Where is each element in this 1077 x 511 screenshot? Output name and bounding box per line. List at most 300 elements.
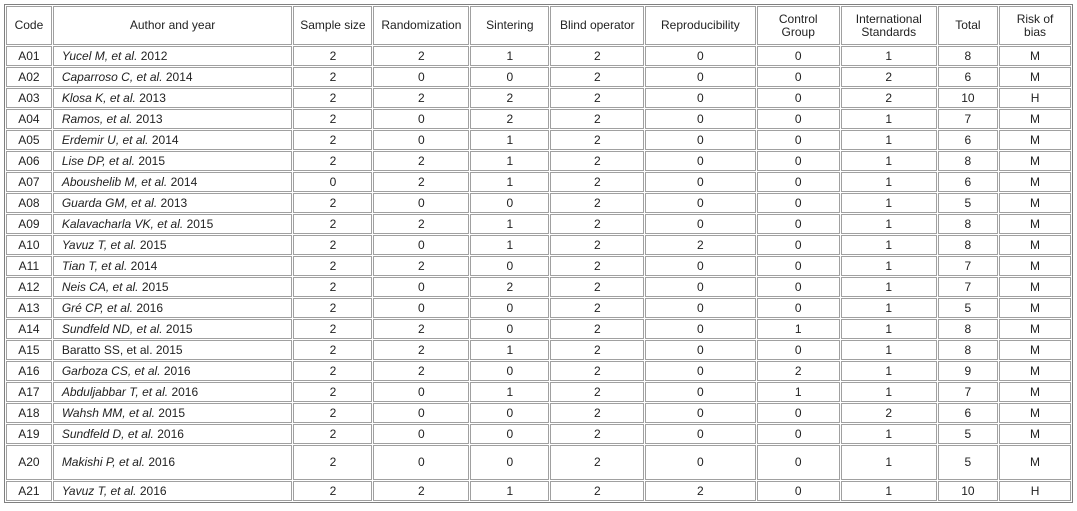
cell-score: 7: [938, 382, 998, 402]
cell-score: 5: [938, 424, 998, 444]
cell-score: 2: [373, 214, 469, 234]
cell-code: A08: [6, 193, 52, 213]
cell-code: A21: [6, 481, 52, 501]
publication-year: 2014: [130, 259, 158, 273]
cell-score: 7: [938, 277, 998, 297]
cell-score: 0: [645, 172, 755, 192]
cell-score: 0: [757, 403, 840, 423]
cell-score: 1: [841, 298, 937, 318]
cell-author-year: [53, 88, 293, 108]
table-row: [6, 424, 1071, 444]
cell-score: M: [999, 235, 1071, 255]
cell-author-year: [53, 340, 293, 360]
cell-score: M: [999, 382, 1071, 402]
cell-author-year: [53, 46, 293, 66]
cell-author-year: [53, 67, 293, 87]
cell-score: 2: [373, 481, 469, 501]
cell-score: 0: [757, 298, 840, 318]
column-header: Risk of bias: [999, 6, 1071, 45]
cell-score: 0: [757, 214, 840, 234]
author-name: Aboushelib M, et al.: [61, 175, 168, 189]
cell-score: 7: [938, 256, 998, 276]
column-header: International Standards: [841, 6, 937, 45]
cell-author-year: [53, 256, 293, 276]
publication-year: 2014: [165, 70, 193, 84]
table-row: [6, 46, 1071, 66]
cell-score: M: [999, 109, 1071, 129]
author-name: Klosa K, et al.: [61, 91, 136, 105]
cell-score: 2: [293, 214, 372, 234]
cell-score: M: [999, 172, 1071, 192]
cell-score: 1: [841, 481, 937, 501]
cell-score: 0: [645, 214, 755, 234]
cell-code: A03: [6, 88, 52, 108]
cell-score: 0: [373, 382, 469, 402]
publication-year: 2016: [139, 484, 167, 498]
author-name: Kalavacharla VK, et al.: [61, 217, 184, 231]
cell-score: 1: [841, 382, 937, 402]
cell-score: 0: [645, 151, 755, 171]
table-row: [6, 151, 1071, 171]
cell-score: 2: [293, 445, 372, 480]
cell-score: 1: [470, 340, 549, 360]
cell-score: 1: [470, 382, 549, 402]
cell-score: 2: [293, 298, 372, 318]
cell-code: A16: [6, 361, 52, 381]
cell-score: 2: [293, 130, 372, 150]
cell-score: 1: [841, 172, 937, 192]
cell-score: 0: [470, 256, 549, 276]
cell-score: M: [999, 298, 1071, 318]
table-row: [6, 481, 1071, 501]
author-name: Abduljabbar T, et al.: [61, 385, 169, 399]
cell-score: 8: [938, 235, 998, 255]
cell-score: 0: [470, 298, 549, 318]
cell-score: 2: [293, 67, 372, 87]
cell-score: 10: [938, 481, 998, 501]
cell-score: 8: [938, 319, 998, 339]
cell-score: 0: [645, 88, 755, 108]
cell-score: M: [999, 403, 1071, 423]
author-name: Caparroso C, et al.: [61, 70, 163, 84]
cell-score: 0: [645, 319, 755, 339]
cell-score: 1: [841, 235, 937, 255]
cell-code: A18: [6, 403, 52, 423]
author-name: Garboza CS, et al.: [61, 364, 161, 378]
cell-author-year: [53, 481, 293, 501]
cell-score: 2: [550, 172, 644, 192]
cell-author-year: [53, 109, 293, 129]
cell-score: 2: [373, 340, 469, 360]
cell-score: 0: [645, 424, 755, 444]
table-row: [6, 319, 1071, 339]
table-row: [6, 445, 1071, 480]
cell-score: 0: [757, 88, 840, 108]
cell-score: M: [999, 340, 1071, 360]
table-body: [6, 46, 1071, 501]
cell-score: 2: [841, 88, 937, 108]
cell-score: 0: [757, 130, 840, 150]
author-name: Gré CP, et al.: [61, 301, 133, 315]
table-row: [6, 235, 1071, 255]
cell-score: 0: [293, 172, 372, 192]
cell-score: 2: [293, 235, 372, 255]
column-header: Sintering: [470, 6, 549, 45]
table-row: [6, 340, 1071, 360]
cell-score: 0: [757, 151, 840, 171]
publication-year: 2014: [170, 175, 198, 189]
cell-score: 1: [841, 424, 937, 444]
cell-score: 0: [373, 109, 469, 129]
cell-score: 0: [470, 403, 549, 423]
table-row: [6, 214, 1071, 234]
cell-score: 1: [470, 46, 549, 66]
cell-score: 2: [550, 382, 644, 402]
publication-year: 2016: [136, 301, 164, 315]
cell-code: A05: [6, 130, 52, 150]
cell-score: 1: [470, 172, 549, 192]
cell-score: 2: [550, 193, 644, 213]
cell-score: 2: [373, 151, 469, 171]
cell-score: 0: [645, 277, 755, 297]
author-name: Erdemir U, et al.: [61, 133, 149, 147]
cell-score: 2: [470, 88, 549, 108]
cell-score: 2: [293, 46, 372, 66]
author-name: Sundfeld D, et al.: [61, 427, 154, 441]
cell-score: 1: [841, 340, 937, 360]
cell-score: 2: [293, 319, 372, 339]
publication-year: 2013: [135, 112, 163, 126]
cell-score: 2: [550, 235, 644, 255]
cell-score: M: [999, 445, 1071, 480]
table-header-row: [6, 6, 1071, 45]
cell-score: 2: [550, 403, 644, 423]
cell-score: M: [999, 67, 1071, 87]
cell-score: 2: [373, 319, 469, 339]
author-name: Sundfeld ND, et al.: [61, 322, 163, 336]
cell-score: 2: [470, 277, 549, 297]
table-row: [6, 193, 1071, 213]
cell-score: 1: [841, 361, 937, 381]
cell-score: 1: [757, 319, 840, 339]
cell-score: 8: [938, 151, 998, 171]
publication-year: 2014: [151, 133, 179, 147]
cell-author-year: [53, 130, 293, 150]
cell-score: 0: [373, 298, 469, 318]
risk-of-bias-table: [4, 4, 1073, 503]
table-row: [6, 67, 1071, 87]
cell-score: 0: [470, 424, 549, 444]
cell-score: 10: [938, 88, 998, 108]
publication-year: 2016: [157, 427, 184, 441]
cell-score: 0: [645, 193, 755, 213]
cell-score: 0: [757, 172, 840, 192]
cell-score: 0: [757, 235, 840, 255]
column-header: Randomization: [373, 6, 469, 45]
cell-score: 2: [550, 340, 644, 360]
column-header: Code: [6, 6, 52, 45]
publication-year: 2012: [140, 49, 168, 63]
cell-score: 0: [470, 67, 549, 87]
column-header: Blind operator: [550, 6, 644, 45]
publication-year: 2016: [163, 364, 191, 378]
cell-score: 1: [841, 256, 937, 276]
cell-score: 0: [757, 340, 840, 360]
cell-score: 2: [841, 67, 937, 87]
cell-score: 2: [645, 235, 755, 255]
cell-code: A09: [6, 214, 52, 234]
cell-score: 1: [841, 319, 937, 339]
cell-score: 2: [373, 361, 469, 381]
cell-score: 0: [757, 193, 840, 213]
publication-year: 2015: [141, 280, 169, 294]
table-row: [6, 277, 1071, 297]
cell-score: 8: [938, 214, 998, 234]
cell-score: 0: [645, 382, 755, 402]
cell-score: 2: [293, 277, 372, 297]
cell-score: M: [999, 256, 1071, 276]
cell-score: M: [999, 319, 1071, 339]
cell-score: M: [999, 130, 1071, 150]
cell-score: 0: [373, 445, 469, 480]
cell-score: 1: [841, 193, 937, 213]
cell-score: 0: [373, 277, 469, 297]
cell-score: 0: [645, 340, 755, 360]
cell-code: A20: [6, 445, 52, 480]
cell-score: 1: [841, 130, 937, 150]
author-name: Lise DP, et al.: [61, 154, 135, 168]
cell-author-year: [53, 403, 293, 423]
cell-score: 2: [550, 481, 644, 501]
cell-score: 0: [645, 46, 755, 66]
cell-score: 1: [841, 214, 937, 234]
table-row: [6, 172, 1071, 192]
cell-score: 0: [470, 319, 549, 339]
cell-score: 2: [293, 88, 372, 108]
publication-year: 2015: [165, 322, 193, 336]
author-name: Tian T, et al.: [61, 259, 128, 273]
cell-score: 2: [293, 361, 372, 381]
cell-score: 2: [550, 424, 644, 444]
cell-score: 2: [550, 319, 644, 339]
cell-author-year: [53, 382, 293, 402]
cell-score: 0: [373, 130, 469, 150]
cell-score: 1: [841, 46, 937, 66]
cell-score: M: [999, 361, 1071, 381]
author-name: Guarda GM, et al.: [61, 196, 158, 210]
cell-score: 7: [938, 109, 998, 129]
cell-score: 5: [938, 193, 998, 213]
cell-code: A04: [6, 109, 52, 129]
cell-score: 2: [293, 403, 372, 423]
cell-code: A06: [6, 151, 52, 171]
cell-score: 2: [550, 151, 644, 171]
cell-score: 0: [645, 298, 755, 318]
cell-score: 6: [938, 130, 998, 150]
cell-score: 1: [470, 481, 549, 501]
cell-code: A13: [6, 298, 52, 318]
cell-score: 0: [757, 481, 840, 501]
cell-score: 2: [373, 46, 469, 66]
cell-score: 0: [645, 256, 755, 276]
cell-author-year: [53, 214, 293, 234]
cell-score: 0: [645, 403, 755, 423]
cell-score: 0: [470, 445, 549, 480]
cell-score: 0: [645, 130, 755, 150]
cell-code: A19: [6, 424, 52, 444]
cell-code: A14: [6, 319, 52, 339]
cell-score: 2: [293, 424, 372, 444]
table-row: [6, 298, 1071, 318]
cell-score: 0: [470, 193, 549, 213]
cell-score: 2: [293, 193, 372, 213]
cell-code: A17: [6, 382, 52, 402]
cell-score: 2: [645, 481, 755, 501]
cell-score: H: [999, 88, 1071, 108]
cell-score: 2: [373, 256, 469, 276]
cell-score: 2: [293, 151, 372, 171]
cell-score: 0: [373, 424, 469, 444]
cell-score: 0: [373, 67, 469, 87]
cell-score: 0: [757, 109, 840, 129]
cell-author-year: [53, 235, 293, 255]
cell-score: 0: [757, 277, 840, 297]
cell-score: 2: [550, 88, 644, 108]
cell-score: 2: [841, 403, 937, 423]
author-name: Wahsh MM, et al.: [61, 406, 155, 420]
cell-author-year: [53, 319, 293, 339]
cell-score: 2: [550, 361, 644, 381]
cell-score: M: [999, 46, 1071, 66]
cell-score: 1: [757, 382, 840, 402]
cell-author-year: [53, 445, 293, 480]
cell-score: 2: [550, 256, 644, 276]
cell-score: H: [999, 481, 1071, 501]
author-name: Yavuz T, et al.: [61, 238, 137, 252]
cell-score: M: [999, 424, 1071, 444]
cell-author-year: [53, 298, 293, 318]
cell-score: 0: [373, 235, 469, 255]
cell-author-year: [53, 277, 293, 297]
cell-code: A02: [6, 67, 52, 87]
cell-score: 0: [757, 256, 840, 276]
cell-score: 2: [470, 109, 549, 129]
cell-score: 2: [550, 67, 644, 87]
cell-code: A15: [6, 340, 52, 360]
table-row: [6, 361, 1071, 381]
cell-score: 0: [757, 424, 840, 444]
cell-score: 2: [373, 172, 469, 192]
publication-year: 2016: [171, 385, 199, 399]
cell-score: 1: [841, 445, 937, 480]
cell-author-year: [53, 172, 293, 192]
cell-score: 2: [293, 340, 372, 360]
column-header: Total: [938, 6, 998, 45]
publication-year: 2015: [155, 343, 183, 357]
publication-year: 2016: [148, 455, 176, 469]
cell-score: 1: [841, 277, 937, 297]
cell-score: 5: [938, 445, 998, 480]
cell-score: 0: [645, 67, 755, 87]
risk-of-bias-table-container: [4, 4, 1073, 507]
cell-code: A10: [6, 235, 52, 255]
table-row: [6, 256, 1071, 276]
cell-score: 2: [550, 109, 644, 129]
table-row: [6, 109, 1071, 129]
author-name: Yavuz T, et al.: [61, 484, 137, 498]
cell-score: 0: [373, 193, 469, 213]
cell-score: 1: [470, 130, 549, 150]
cell-author-year: [53, 151, 293, 171]
cell-score: 9: [938, 361, 998, 381]
cell-score: 2: [550, 46, 644, 66]
cell-score: 2: [757, 361, 840, 381]
cell-score: 1: [470, 235, 549, 255]
cell-score: 2: [373, 88, 469, 108]
cell-score: 1: [470, 214, 549, 234]
cell-code: A01: [6, 46, 52, 66]
publication-year: 2013: [160, 196, 188, 210]
cell-score: 2: [550, 298, 644, 318]
cell-score: 0: [757, 67, 840, 87]
publication-year: 2015: [138, 154, 166, 168]
cell-score: 2: [293, 256, 372, 276]
cell-score: 0: [757, 445, 840, 480]
author-name: Neis CA, et al.: [61, 280, 139, 294]
cell-score: 1: [841, 109, 937, 129]
cell-score: M: [999, 151, 1071, 171]
cell-author-year: [53, 361, 293, 381]
publication-year: 2015: [158, 406, 185, 420]
cell-score: 6: [938, 67, 998, 87]
publication-year: 2015: [186, 217, 214, 231]
cell-score: 2: [293, 481, 372, 501]
cell-score: M: [999, 214, 1071, 234]
cell-score: 2: [550, 445, 644, 480]
cell-score: 2: [550, 130, 644, 150]
cell-score: 0: [645, 109, 755, 129]
publication-year: 2015: [139, 238, 167, 252]
author-name: Makishi P, et al.: [61, 455, 145, 469]
cell-author-year: [53, 424, 293, 444]
cell-score: 6: [938, 403, 998, 423]
cell-score: 0: [373, 403, 469, 423]
table-row: [6, 130, 1071, 150]
table-row: [6, 403, 1071, 423]
cell-score: 2: [293, 109, 372, 129]
author-name: Baratto SS, et al.: [61, 343, 153, 357]
cell-code: A11: [6, 256, 52, 276]
author-name: Yucel M, et al.: [61, 49, 138, 63]
column-header: Control Group: [757, 6, 840, 45]
column-header: Author and year: [53, 6, 293, 45]
cell-score: 6: [938, 172, 998, 192]
cell-score: 0: [757, 46, 840, 66]
cell-score: M: [999, 193, 1071, 213]
cell-score: 0: [645, 361, 755, 381]
cell-score: M: [999, 277, 1071, 297]
table-row: [6, 88, 1071, 108]
cell-author-year: [53, 193, 293, 213]
cell-score: 8: [938, 340, 998, 360]
cell-score: 0: [470, 361, 549, 381]
cell-score: 2: [293, 382, 372, 402]
cell-code: A07: [6, 172, 52, 192]
cell-score: 2: [550, 277, 644, 297]
author-name: Ramos, et al.: [61, 112, 133, 126]
table-row: [6, 382, 1071, 402]
cell-score: 1: [470, 151, 549, 171]
